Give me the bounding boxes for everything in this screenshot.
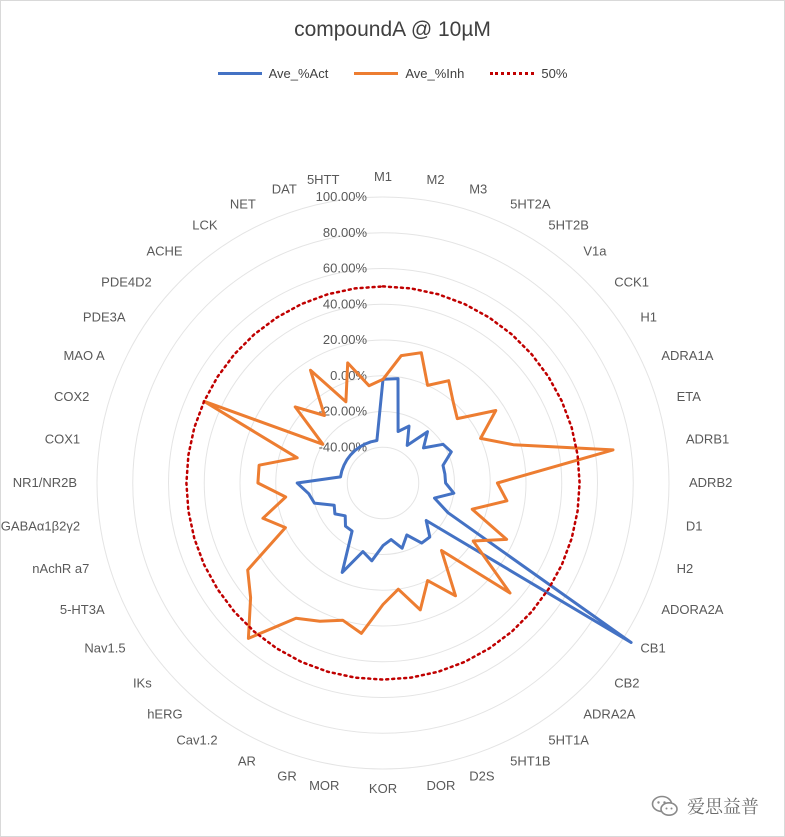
category-label: PDE3A xyxy=(82,309,126,325)
legend-label-inh: Ave_%Inh xyxy=(405,66,465,81)
category-label: Cav1.2 xyxy=(176,732,218,748)
r-tick-label: 100.00% xyxy=(315,189,367,204)
category-label: 5HT2A xyxy=(510,196,551,212)
category-label: 5HT1A xyxy=(548,732,589,748)
category-label: ADRB1 xyxy=(685,431,730,447)
category-label: 5HT2B xyxy=(548,217,589,233)
legend-label-50: 50% xyxy=(541,66,568,81)
grid-ring xyxy=(97,197,669,769)
category-label: 5-HT3A xyxy=(59,602,105,618)
category-label: ACHE xyxy=(146,243,183,259)
grid-ring xyxy=(133,233,634,734)
category-label: H2 xyxy=(676,561,694,577)
r-tick-label: -20.00% xyxy=(318,403,367,419)
category-label: MOR xyxy=(309,777,340,793)
category-label: NR1/NR2B xyxy=(12,475,77,490)
category-label: 5HTT xyxy=(306,172,340,188)
category-label: DOR xyxy=(426,777,456,793)
category-label: ADRA1A xyxy=(661,347,714,363)
category-label: COX1 xyxy=(44,431,81,447)
category-label: M1 xyxy=(373,169,393,184)
category-label: hERG xyxy=(147,706,183,722)
category-label: IKs xyxy=(132,675,152,691)
category-label: D2S xyxy=(469,768,495,784)
wechat-icon xyxy=(651,795,679,817)
category-label: ETA xyxy=(676,388,701,404)
category-label: V1a xyxy=(583,243,607,259)
category-label: ADRB2 xyxy=(689,475,733,490)
category-label: DAT xyxy=(271,181,297,197)
r-tick-label: 80.00% xyxy=(322,224,367,240)
watermark-text: 爱思益普 xyxy=(687,797,759,817)
category-label: COX2 xyxy=(53,388,90,404)
category-label: MAO A xyxy=(63,347,105,363)
category-label: KOR xyxy=(368,781,398,796)
r-tick-label: 60.00% xyxy=(322,260,367,276)
r-tick-label: -40.00% xyxy=(318,439,367,455)
category-label: LCK xyxy=(192,217,218,233)
category-label: CB1 xyxy=(640,640,666,656)
legend-label-act: Ave_%Act xyxy=(268,66,329,81)
category-label: PDE4D2 xyxy=(101,274,152,290)
category-label: GR xyxy=(277,768,297,784)
r-tick-label: 0.00% xyxy=(330,367,367,383)
grid-ring xyxy=(169,269,598,698)
category-label: NET xyxy=(229,196,256,212)
category-label: AR xyxy=(237,753,256,769)
grid-ring xyxy=(312,412,455,555)
category-label: ADORA2A xyxy=(661,602,724,618)
category-label: CB2 xyxy=(614,675,640,691)
category-label: GABAα1β2γ2 xyxy=(0,518,81,534)
category-label: ADRA2A xyxy=(583,706,636,722)
watermark xyxy=(651,793,759,819)
series-line xyxy=(186,286,579,679)
category-label: H1 xyxy=(640,309,658,325)
r-tick-label: 20.00% xyxy=(322,332,367,347)
category-label: nAchR a7 xyxy=(32,561,90,577)
category-label: 5HT1B xyxy=(510,753,551,769)
category-label: CCK1 xyxy=(614,274,649,290)
category-label: M3 xyxy=(469,181,488,197)
r-tick-label: 40.00% xyxy=(322,296,367,312)
category-label: Nav1.5 xyxy=(84,640,126,656)
grid-ring xyxy=(347,447,419,519)
chart-title: compoundA @ 10µM xyxy=(294,18,491,41)
category-label: D1 xyxy=(685,518,703,534)
category-label: M2 xyxy=(426,172,445,188)
